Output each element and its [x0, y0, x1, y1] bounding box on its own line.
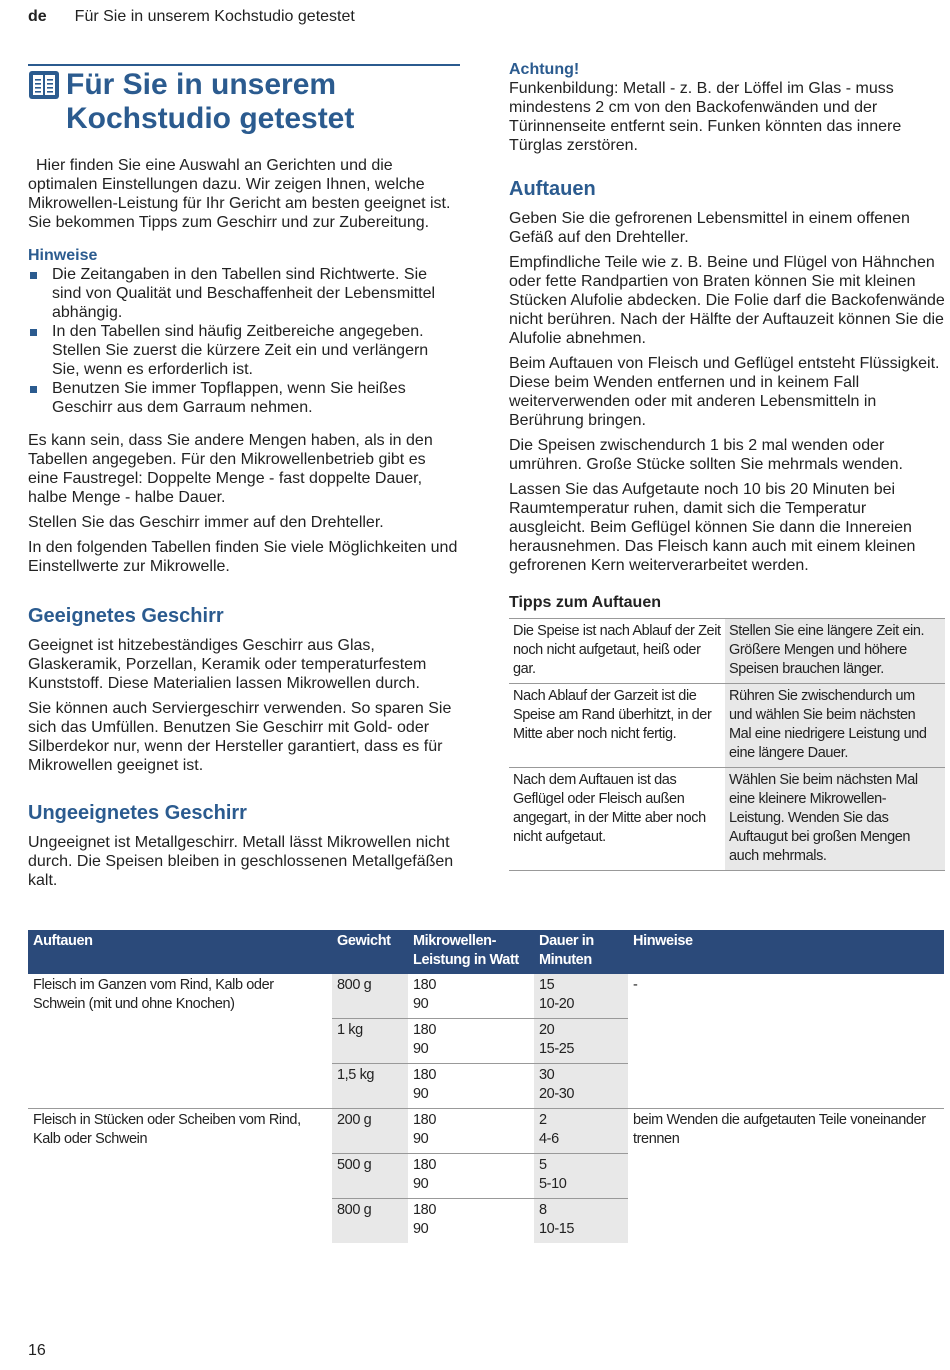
weight-cell: 200 g	[332, 1109, 408, 1154]
column-header: Dauer in Minuten	[534, 930, 628, 974]
intro-paragraph: Hier finden Sie eine Auswahl an Gerichten und die optimalen Einstellungen dazu. Wir zeigen Ihnen, welche Mikrowellen-Leistung für Ihr Gericht am besten geeignet ist. Sie bekommen Tipps zum Geschirr und zur Zubereitung.	[28, 157, 451, 231]
page-header	[28, 8, 355, 26]
duration-cell: 30 20-30	[534, 1064, 628, 1109]
language-code: de	[28, 8, 47, 25]
table-row	[509, 619, 945, 684]
rule-of-thumb-paragraph: Es kann sein, dass Sie andere Mengen haben, als in den Tabellen angegeben. Für den Mikrowellenbetrieb gibt es eine Faustregel: Doppelte Menge - fast doppelte Dauer, halbe Menge - halbe Dauer.	[28, 432, 433, 506]
table-header-row	[28, 930, 944, 974]
note-cell: beim Wenden die aufgetauten Teile voneinander trennen	[628, 1109, 944, 1244]
auftauen-table	[28, 930, 944, 1243]
note-cell: -	[633, 977, 638, 993]
watt-cell: 180 90	[408, 1064, 534, 1109]
ungeeignet-heading: Ungeeignetes Geschirr	[28, 802, 247, 824]
list-item: Benutzen Sie immer Topflappen, wenn Sie heißes Geschirr aus dem Garraum nehmen.	[28, 379, 460, 417]
paragraph: Beim Auftauen von Fleisch und Geflügel entsteht Flüssigkeit. Diese beim Wenden entfernen und in keinem Fall weiterverwenden oder mit anderen Lebensmitteln in Berührung bringen.	[509, 355, 940, 429]
food-cell: Fleisch in Stücken oder Scheiben vom Rind, Kalb oder Schwein	[28, 1109, 332, 1244]
page-title: Für Sie in unserem Kochstudio getestet	[66, 68, 355, 135]
watt-cell: 180 90	[413, 977, 436, 1012]
table-row	[28, 974, 944, 1019]
paragraph: Geeignet ist hitzebeständiges Geschirr aus Glas, Glaskeramik, Porzellan, Keramik oder temperaturfestem Kunststoff. Diese Materialien lassen Mikrowellen durch.	[28, 637, 427, 692]
paragraph: Die Speisen zwischendurch 1 bis 2 mal wenden oder umrühren. Große Stücke sollten Sie mehrmals wenden.	[509, 437, 903, 473]
watt-cell: 180 90	[408, 1019, 534, 1064]
paragraph: Geben Sie die gefrorenen Lebensmittel in einem offenen Gefäß auf den Drehteller.	[509, 210, 910, 246]
watt-cell: 180 90	[408, 1199, 534, 1244]
weight-cell: 800 g	[332, 974, 408, 1019]
auftauen-heading: Auftauen	[509, 178, 596, 200]
column-header: Hinweise	[628, 930, 944, 974]
paragraph: Empfindliche Teile wie z. B. Beine und Flügel von Hähnchen oder fette Randpartien von Braten können Sie mit kleinen Stücken Alufolie abdecken. Die Folie darf die Backofenwände nicht berühren. Nach der Hälfte der Auftauzeit können Sie die Alufolie abnehmen.	[509, 254, 945, 347]
turntable-paragraph: Stellen Sie das Geschirr immer auf den Drehteller.	[28, 514, 384, 531]
tip-solution: Wählen Sie beim nächsten Mal eine kleinere Mikrowellen-Leistung. Wenden Sie das Auftaugut bei großen Mengen auch mehrmals.	[725, 768, 945, 871]
column-header: Mikrowellen-Leistung in Watt	[408, 930, 534, 974]
weight-cell: 500 g	[332, 1154, 408, 1199]
duration-cell: 8 10-15	[534, 1199, 628, 1244]
tip-solution: Rühren Sie zwischendurch um und wählen Sie beim nächsten Mal eine niedrigere Leistung und eine längere Dauer.	[725, 684, 945, 768]
section-title-block	[28, 64, 460, 136]
hinweise-list	[28, 265, 460, 417]
tips-heading: Tipps zum Auftauen	[509, 594, 661, 611]
paragraph: Ungeeignet ist Metallgeschirr. Metall lässt Mikrowellen nicht durch. Die Speisen bleiben in geschlossenen Metallgefäßen kalt.	[28, 834, 454, 889]
duration-cell: 2 4-6	[534, 1109, 628, 1154]
achtung-text: Funkenbildung: Metall - z. B. der Löffel im Glas - muss mindestens 2 cm von den Backofenwänden und der Türinnenseite entfernt sein. Funken könnten das innere Türglas zerstören.	[509, 80, 902, 154]
table-row	[509, 768, 945, 871]
watt-cell: 180 90	[408, 1154, 534, 1199]
weight-cell: 800 g	[332, 1199, 408, 1244]
right-column	[509, 60, 945, 871]
paragraph: Sie können auch Serviergeschirr verwenden. So sparen Sie sich das Umfüllen. Benutzen Sie Geschirr mit Gold- oder Silberdekor nur, wenn der Hersteller garantiert, dass es für Mikrowellen geeignet ist.	[28, 700, 452, 774]
duration-cell: 5 5-10	[534, 1154, 628, 1199]
column-header: Gewicht	[332, 930, 408, 974]
tip-problem: Nach Ablauf der Garzeit ist die Speise am Rand überhitzt, in der Mitte aber noch nicht fertig.	[509, 684, 725, 768]
geeignet-heading: Geeignetes Geschirr	[28, 605, 224, 627]
food-cell: Fleisch im Ganzen vom Rind, Kalb oder Schwein (mit und ohne Knochen)	[33, 977, 274, 1012]
achtung-heading: Achtung!	[509, 61, 580, 78]
header-section-title: Für Sie in unserem Kochstudio getestet	[74, 8, 355, 25]
tip-solution: Stellen Sie eine längere Zeit ein. Größere Mengen und höhere Speisen brauchen länger.	[725, 619, 945, 684]
column-header: Auftauen	[28, 930, 332, 974]
book-icon	[28, 70, 60, 100]
tip-problem: Nach dem Auftauen ist das Geflügel oder Fleisch außen angegart, in der Mitte aber noch nicht aufgetaut.	[509, 768, 725, 871]
tips-table	[509, 618, 945, 871]
table-row	[509, 684, 945, 768]
table-row	[28, 1109, 944, 1154]
page-number: 16	[28, 1342, 46, 1359]
list-item: Die Zeitangaben in den Tabellen sind Richtwerte. Sie sind von Qualität und Beschaffenheit der Lebensmittel abhängig.	[28, 265, 460, 322]
weight-cell: 1,5 kg	[332, 1064, 408, 1109]
watt-cell: 180 90	[408, 1109, 534, 1154]
tip-problem: Die Speise ist nach Ablauf der Zeit noch nicht aufgetaut, heiß oder gar.	[509, 619, 725, 684]
duration-cell: 15 10-20	[534, 974, 628, 1019]
tables-paragraph: In den folgenden Tabellen finden Sie viele Möglichkeiten und Einstellwerte zur Mikrowelle.	[28, 539, 458, 575]
hinweise-heading: Hinweise	[28, 247, 98, 264]
duration-cell: 20 15-25	[534, 1019, 628, 1064]
left-column	[28, 64, 460, 896]
paragraph: Lassen Sie das Aufgetaute noch 10 bis 20 Minuten bei Raumtemperatur ruhen, damit sich die Temperatur ausgleicht. Beim Geflügel können Sie dann die Innereien herausnehmen. Das Fleisch kann auch mit einem kleinen gefrorenen Kern weiterverarbeitet werden.	[509, 481, 916, 574]
list-item: In den Tabellen sind häufig Zeitbereiche angegeben. Stellen Sie zuerst die kürzere Zeit ein und verlängern Sie, wenn es erforderlich ist.	[28, 322, 460, 379]
weight-cell: 1 kg	[332, 1019, 408, 1064]
